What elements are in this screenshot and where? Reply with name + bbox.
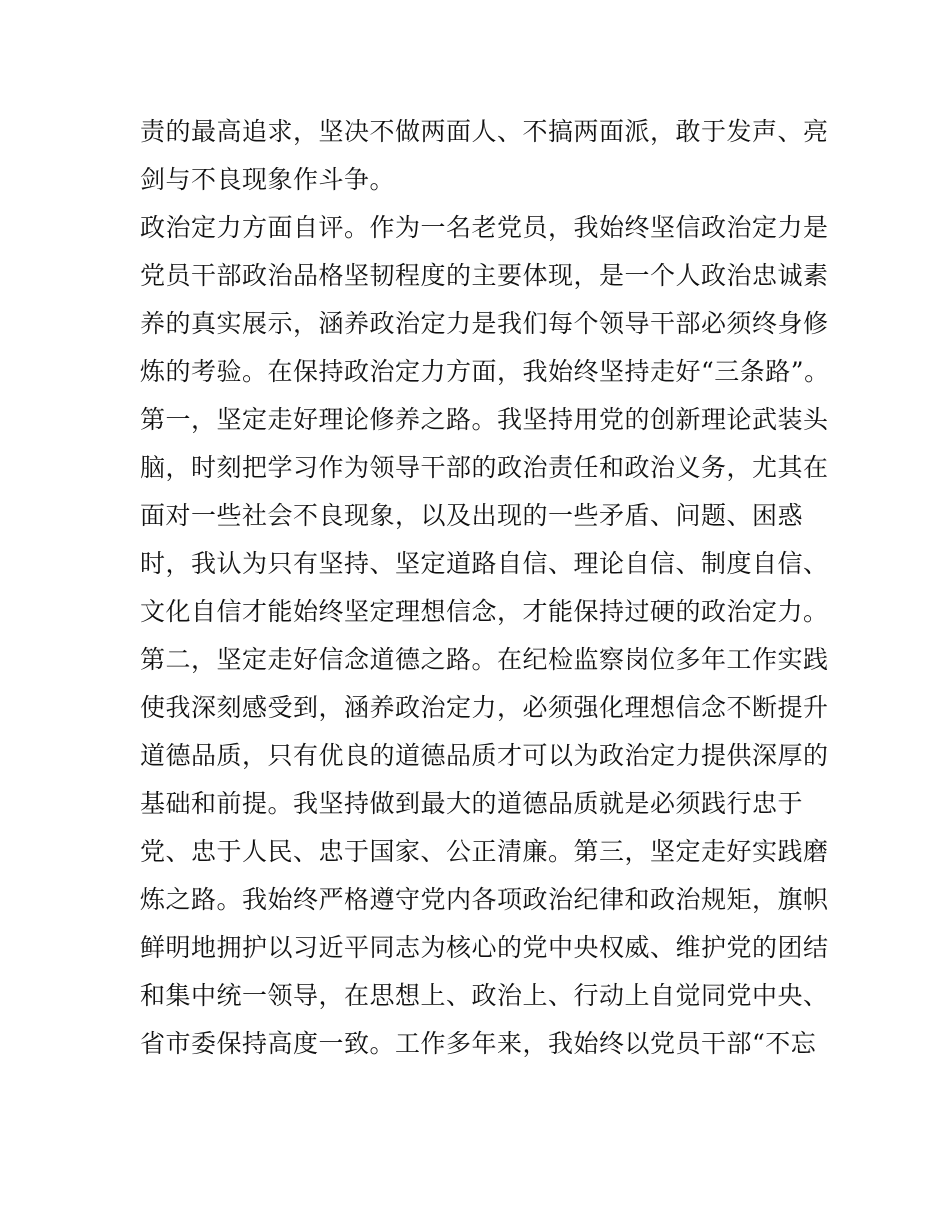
body-text (140, 108, 830, 1068)
text-line-6: 炼的考验。在保持政治定力方面，我始终坚持走好“三条路”。 (140, 357, 830, 386)
text-line-12: 第二，坚定走好信念道德之路。在纪检监察岗位多年工作实践 (140, 645, 829, 674)
text-line-13: 使我深刻感受到，涵养政治定力，必须强化理想信念不断提升 (140, 693, 829, 722)
text-line-5: 养的真实展示，涵养政治定力是我们每个领导干部必须终身修 (140, 309, 829, 338)
text-line-2: 剑与不良现象作斗争。 (140, 165, 396, 194)
text-line-19: 和集中统一领导，在思想上、政治上、行动上自觉同党中央、 (140, 981, 829, 1010)
text-line-16: 党、忠于人民、忠于国家、公正清廉。第三，坚定走好实践磨 (140, 837, 829, 866)
text-line-8: 脑，时刻把学习作为领导干部的政治责任和政治义务，尤其在 (140, 453, 829, 482)
text-line-17: 炼之路。我始终严格遵守党内各项政治纪律和政治规矩，旗帜 (140, 885, 829, 914)
text-line-3: 政治定力方面自评。作为一名老党员，我始终坚信政治定力是 (140, 213, 829, 242)
text-line-10: 时，我认为只有坚持、坚定道路自信、理论自信、制度自信、 (140, 549, 829, 578)
text-line-14: 道德品质，只有优良的道德品质才可以为政治定力提供深厚的 (140, 741, 829, 770)
text-line-4: 党员干部政治品格坚韧程度的主要体现，是一个人政治忠诚素 (140, 261, 829, 290)
text-line-15: 基础和前提。我坚持做到最大的道德品质就是必须践行忠于 (140, 789, 804, 818)
text-line-18: 鲜明地拥护以习近平同志为核心的党中央权威、维护党的团结 (140, 933, 829, 962)
text-line-9: 面对一些社会不良现象，以及出现的一些矛盾、问题、困惑 (140, 501, 804, 530)
text-line-1: 责的最高追求，坚决不做两面人、不搞两面派，敢于发声、亮 (140, 117, 829, 146)
text-line-11: 文化自信才能始终坚定理想信念，才能保持过硬的政治定力。 (140, 597, 829, 626)
text-line-7: 第一，坚定走好理论修养之路。我坚持用党的创新理论武装头 (140, 405, 829, 434)
text-line-20: 省市委保持高度一致。工作多年来，我始终以党员干部“不忘 (140, 1029, 817, 1058)
